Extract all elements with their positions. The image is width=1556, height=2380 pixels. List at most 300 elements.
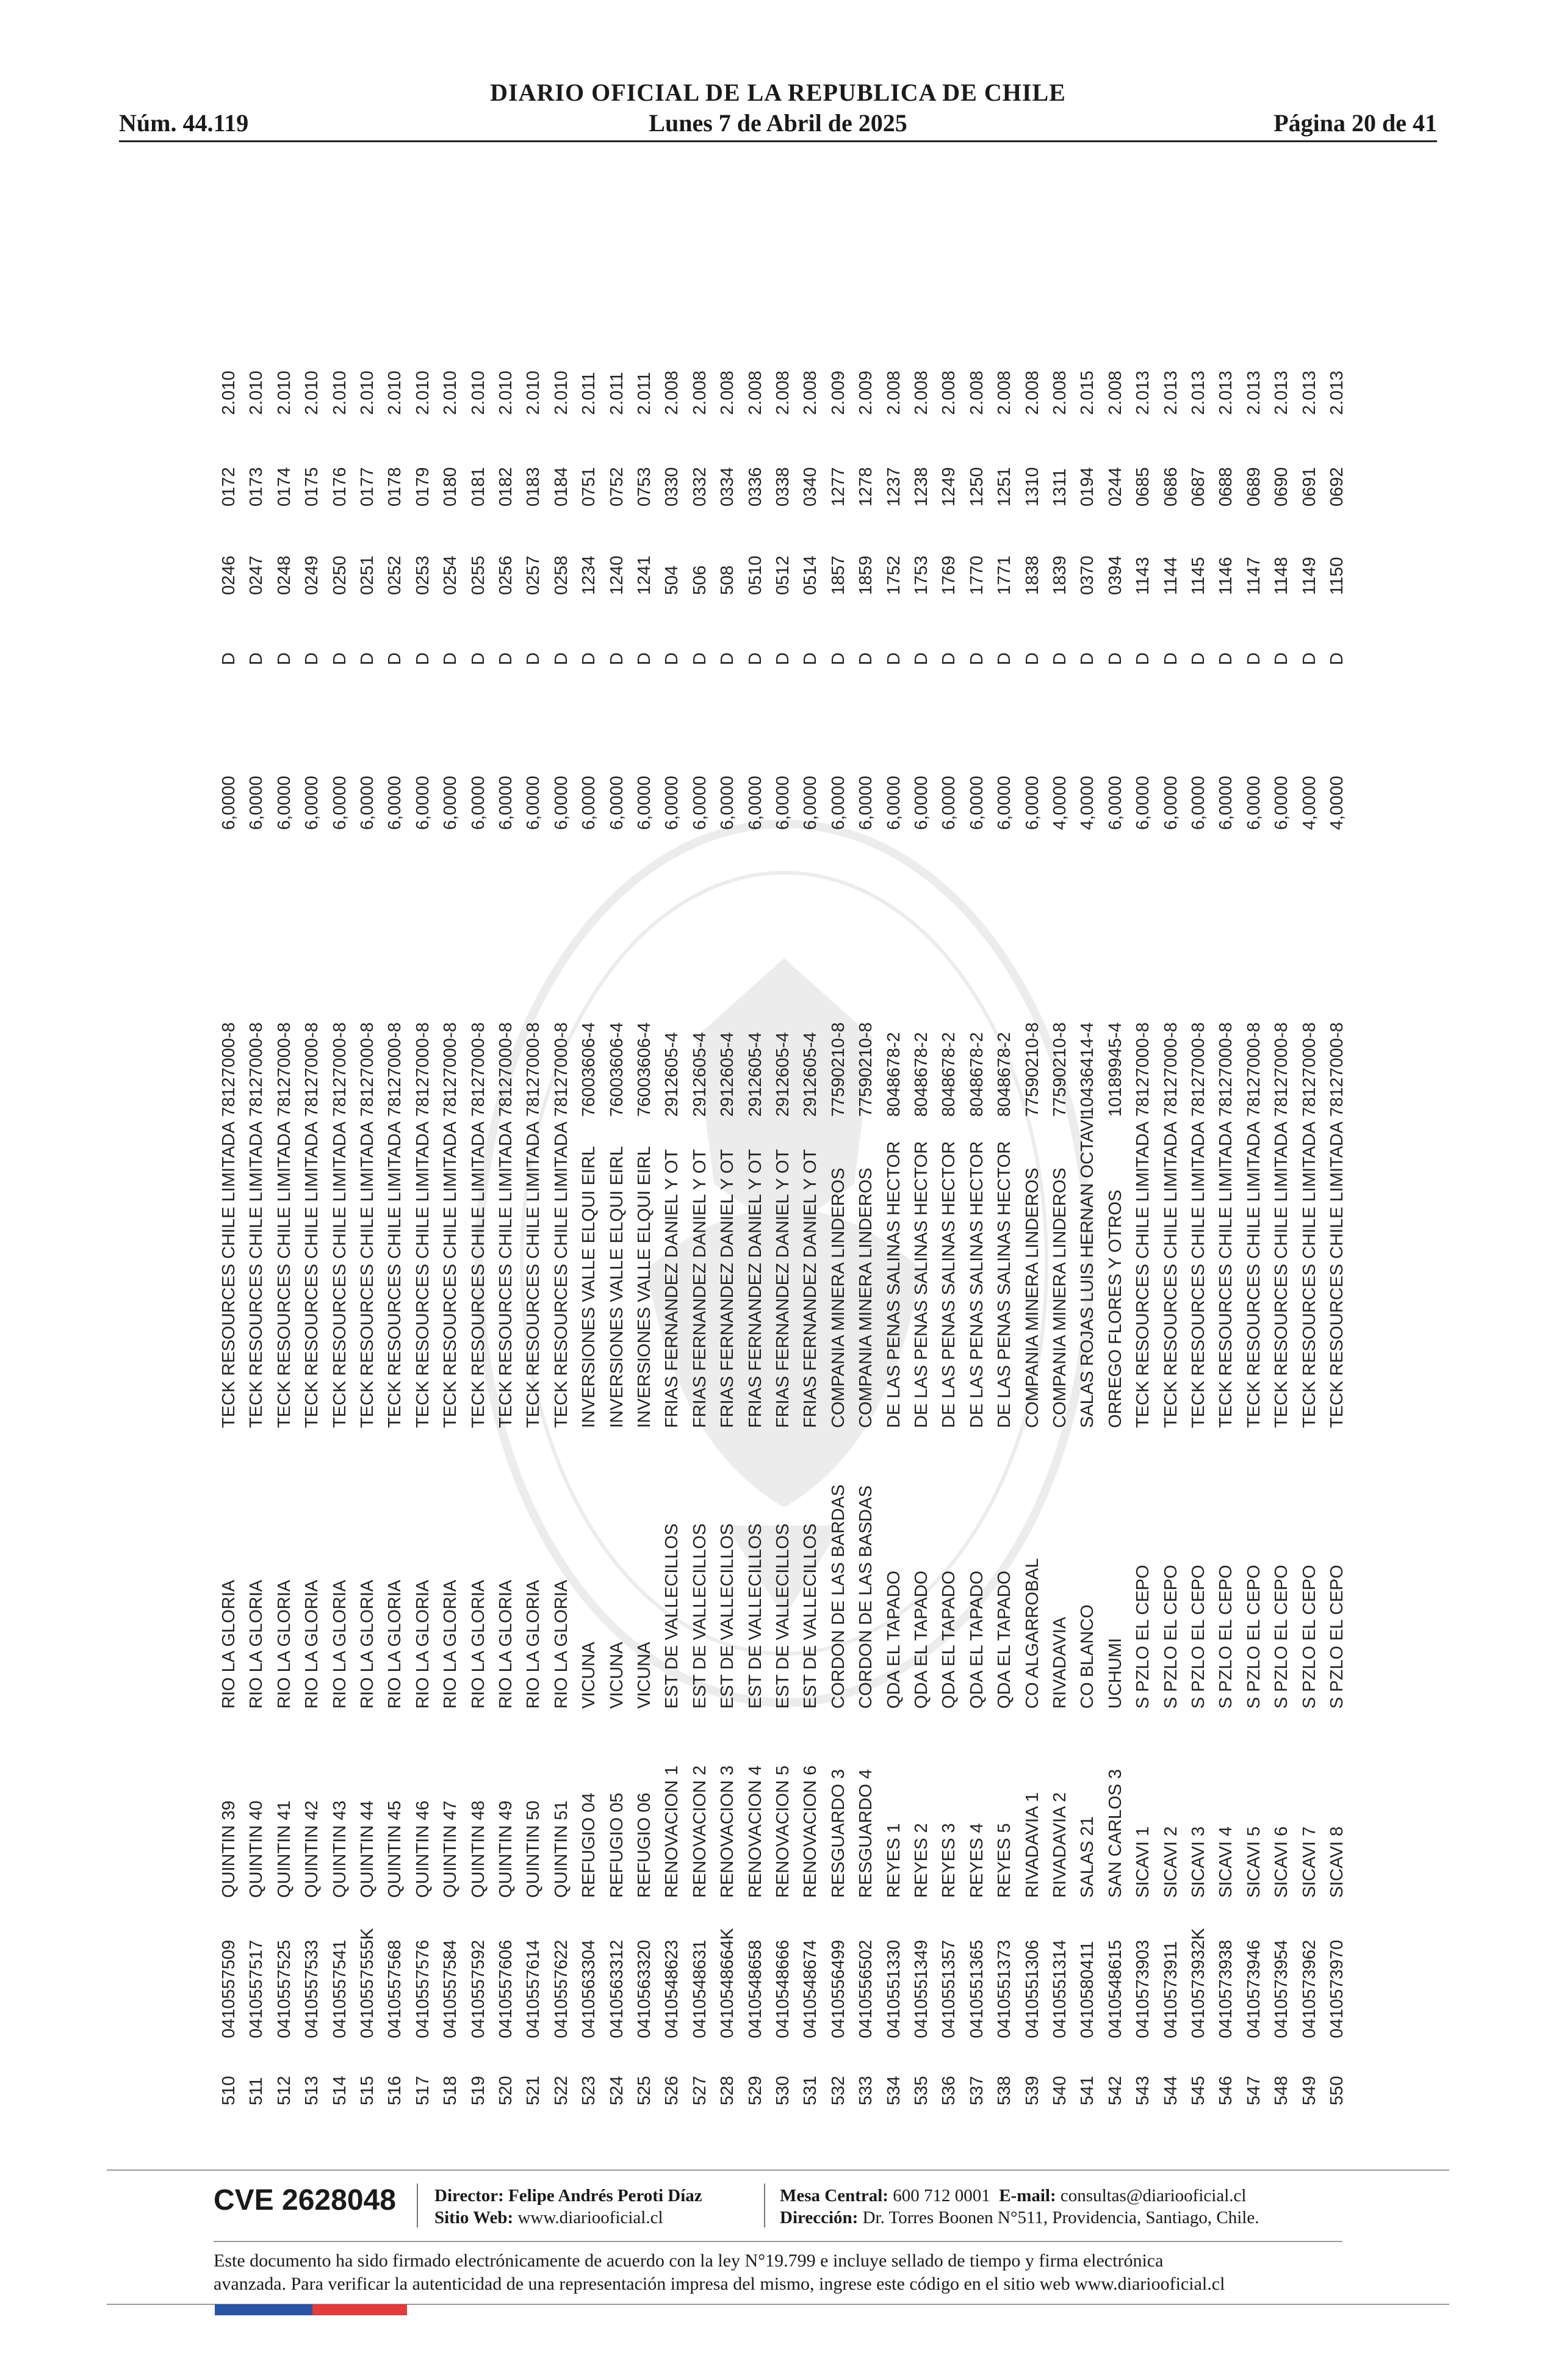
cell-number: 0177 [358,467,377,507]
table-row [465,192,492,2105]
cell-owner-name: FRIAS FERNANDEZ DANIEL Y OT [801,1149,821,1428]
cell-locality: QDA EL TAPADO [939,1570,959,1709]
cell-rol-code: 0410551373 [995,1939,1015,2038]
cell-owner-rut: 2912605-4 [662,1032,682,1117]
cell-rol-code: 0410563320 [635,1939,654,2038]
cell-owner-name: COMPANIA MINERA LINDEROS [1050,1167,1070,1428]
phone-label: Mesa Central: [780,2186,888,2205]
cell-hectares: 4,0000 [1327,776,1347,830]
cell-owner-rut: 2912605-4 [745,1032,765,1117]
cell-owner-name: TECK RESOURCES CHILE LIMITADA [524,1121,544,1428]
cell-locality: S PZLO EL CEPO [1161,1565,1181,1709]
cell-row-number: 517 [412,2075,433,2105]
cell-rol-code: 0410573903 [1133,1939,1153,2038]
cell-row-number: 523 [579,2075,599,2105]
cell-locality: RIO LA GLORIA [358,1579,377,1709]
cell-folio: 0514 [801,555,821,595]
cell-locality: QDA EL TAPADO [884,1570,904,1709]
cell-row-number: 510 [219,2075,239,2105]
cell-concession-name: SICAVI 5 [1244,1826,1264,1898]
cell-row-number: 527 [690,2075,710,2105]
cell-owner-rut: 78127000-8 [496,1022,516,1117]
cell-row-number: 530 [773,2075,793,2105]
cell-rol-code: 0410557509 [219,1939,239,2038]
cell-hectares: 6,0000 [524,776,544,830]
cell-owner-rut: 78127000-8 [1244,1022,1264,1117]
cell-hectares: 6,0000 [274,776,294,830]
table-row [686,192,714,2105]
cell-concession-name: SICAVI 7 [1299,1826,1319,1898]
cell-folio: 1241 [635,555,654,595]
cell-year: 2.013 [1299,370,1319,415]
cell-locality: QDA EL TAPADO [967,1570,987,1709]
cell-rol-code: 0410573970 [1327,1939,1347,2038]
cell-rol-code: 0410557568 [385,1939,405,2038]
cell-owner-rut: 78127000-8 [330,1022,350,1117]
cell-locality: S PZLO EL CEPO [1133,1565,1153,1709]
cell-type-code: D [967,652,987,665]
cell-rol-code: 0410548674 [801,1939,821,2038]
cell-owner-name: TECK RESOURCES CHILE LIMITADA [1299,1121,1319,1428]
cell-folio: 0255 [468,555,488,595]
cell-owner-name: TECK RESOURCES CHILE LIMITADA [330,1121,350,1428]
table-row [1241,192,1268,2105]
cell-folio: 0257 [524,555,544,595]
page-number: Página 20 de 41 [1273,109,1437,137]
cell-row-number: 524 [607,2075,627,2105]
issue-number: Núm. 44.119 [119,109,249,137]
cell-type-code: D [1189,652,1208,665]
cell-row-number: 538 [995,2075,1015,2105]
table-row [548,192,575,2105]
cell-rol-code: 0410573954 [1272,1939,1292,2038]
cell-year: 2.011 [635,372,654,415]
cell-number: 0174 [274,467,294,507]
cell-concession-name: QUINTIN 43 [330,1800,350,1898]
cell-row-number: 529 [745,2075,765,2105]
cell-rol-code: 0410557584 [441,1939,461,2038]
cell-owner-name: SALAS ROJAS LUIS HERNAN OCTAVI [1078,1115,1098,1428]
cell-locality: VICUNA [635,1642,654,1709]
address-text: Dr. Torres Boonen N°511, Providencia, Santiago, Chile. [862,2208,1259,2227]
cell-owner-rut: 8048678-2 [967,1032,987,1117]
cell-type-code: D [441,652,461,665]
cell-row-number: 539 [1022,2075,1042,2105]
cell-locality: EST DE VALLECILLOS [718,1523,738,1709]
cell-year: 2.010 [330,370,350,415]
cell-type-code: D [773,652,793,665]
cell-rol-code: 0410573938 [1216,1939,1236,2038]
cell-type-code: D [1327,652,1347,665]
cell-row-number: 515 [358,2075,377,2105]
cell-row-number: 513 [302,2075,322,2105]
cell-year: 2.010 [274,370,294,415]
cell-rol-code: 0410563312 [607,1939,627,2038]
cell-hectares: 6,0000 [551,776,571,830]
table-row [1268,192,1295,2105]
cell-year: 2.008 [967,370,987,415]
cell-rol-code: 0410551306 [1022,1939,1042,2038]
cell-owner-rut: 8048678-2 [912,1032,931,1117]
cell-owner-rut: 76003606-4 [579,1022,599,1117]
cell-concession-name: REYES 4 [967,1823,987,1898]
cell-hectares: 6,0000 [828,776,848,830]
cell-owner-rut: 78127000-8 [412,1022,433,1117]
table-row [797,192,824,2105]
cell-locality: VICUNA [607,1642,627,1709]
table-row [769,192,797,2105]
cell-type-code: D [1078,652,1098,665]
cell-type-code: D [1022,652,1042,665]
director-label: Director: [434,2186,504,2205]
cell-rol-code: 0410573962 [1299,1939,1319,2038]
cell-owner-rut: 77590210-8 [1022,1022,1042,1117]
cell-number: 0175 [302,467,322,507]
cell-year: 2.010 [247,370,267,415]
cell-locality: RIO LA GLORIA [496,1579,516,1709]
cell-row-number: 545 [1189,2075,1208,2105]
table-row [1296,192,1324,2105]
cell-year: 2.008 [912,370,931,415]
cell-row-number: 511 [247,2077,267,2105]
cell-locality: S PZLO EL CEPO [1189,1565,1208,1709]
table-row [437,192,464,2105]
cell-number: 1310 [1022,467,1042,507]
cell-owner-rut: 78127000-8 [1189,1022,1208,1117]
cell-concession-name: SALAS 21 [1078,1816,1098,1898]
cell-owner-rut: 78127000-8 [1161,1022,1181,1117]
cell-row-number: 544 [1161,2075,1181,2105]
cell-rol-code: 0410548615 [1105,1939,1125,2038]
table-row [742,192,769,2105]
cell-owner-name: TECK RESOURCES CHILE LIMITADA [1272,1121,1292,1428]
cell-number: 0179 [412,467,433,507]
table-row [1102,192,1129,2105]
cell-rol-code: 0410551349 [912,1939,931,2038]
cell-locality: S PZLO EL CEPO [1244,1565,1264,1709]
cell-row-number: 532 [828,2075,848,2105]
cell-rol-code: 0410557555K [358,1928,377,2038]
cell-row-number: 525 [635,2075,654,2105]
cell-rol-code: 0410551365 [967,1939,987,2038]
footer-separator [764,2183,765,2227]
cell-owner-rut: 78127000-8 [1216,1022,1236,1117]
cell-owner-name: COMPANIA MINERA LINDEROS [828,1167,848,1428]
cell-year: 2.010 [468,370,488,415]
cell-hectares: 6,0000 [468,776,488,830]
cell-rol-code: 0410573946 [1244,1939,1264,2038]
cell-rol-code: 0410556502 [856,1939,876,2038]
cell-concession-name: QUINTIN 42 [302,1800,322,1898]
cell-concession-name: QUINTIN 44 [358,1800,377,1898]
cell-folio: 1144 [1161,557,1181,595]
cell-locality: EST DE VALLECILLOS [662,1523,682,1709]
cell-type-code: D [1216,652,1236,665]
cell-type-code: D [939,652,959,665]
cell-year: 2.010 [302,370,322,415]
cell-row-number: 518 [441,2075,461,2105]
cell-row-number: 514 [330,2075,350,2105]
cell-number: 0336 [745,467,765,507]
table-row [935,192,963,2105]
cell-hectares: 6,0000 [690,776,710,830]
cell-year: 2.010 [358,370,377,415]
cell-concession-name: REFUGIO 04 [579,1792,599,1898]
concessions-table [211,192,1345,2105]
cell-year: 2.010 [524,370,544,415]
cell-owner-name: COMPANIA MINERA LINDEROS [856,1167,876,1428]
legal-line: avanzada. Para verificar la autenticidad de una representación impresa del mismo, ingrese este código en el sitio web www.diariooficial.cl [214,2274,1225,2294]
cell-number: 0686 [1161,467,1181,507]
cell-type-code: D [579,652,599,665]
cell-owner-rut: 78127000-8 [524,1022,544,1117]
cell-number: 0334 [718,467,738,507]
cell-concession-name: RIVADAVIA 2 [1050,1792,1070,1898]
cell-row-number: 520 [496,2075,516,2105]
cell-locality: EST DE VALLECILLOS [801,1523,821,1709]
table-row [852,192,880,2105]
cell-owner-rut: 77590210-8 [856,1022,876,1117]
cell-owner-rut: 2912605-4 [773,1032,793,1117]
cell-number: 0182 [496,467,516,507]
table-row [991,192,1018,2105]
cell-owner-rut: 8048678-2 [939,1032,959,1117]
cell-folio: 1753 [912,555,931,595]
cell-year: 2.010 [219,370,239,415]
cell-type-code: D [524,652,544,665]
cell-number: 0181 [468,467,488,507]
cell-hectares: 4,0000 [1078,776,1098,830]
cell-concession-name: REYES 2 [912,1823,931,1898]
cell-owner-rut: 78127000-8 [1299,1022,1319,1117]
cell-folio: 1146 [1216,557,1236,595]
cell-owner-name: TECK RESOURCES CHILE LIMITADA [1216,1121,1236,1428]
flag-stripe-blue [215,2304,312,2315]
cell-owner-name: DE LAS PENAS SALINAS HECTOR [939,1141,959,1428]
cell-hectares: 6,0000 [1244,776,1264,830]
cell-year: 2.008 [801,370,821,415]
footer-separator [417,2183,418,2227]
cell-owner-name: TECK RESOURCES CHILE LIMITADA [302,1121,322,1428]
cell-row-number: 534 [884,2075,904,2105]
table-row [603,192,631,2105]
cell-owner-rut: 10189945-4 [1105,1022,1125,1117]
cell-row-number: 531 [801,2075,821,2105]
cell-locality: EST DE VALLECILLOS [773,1523,793,1709]
cell-type-code: D [1299,652,1319,665]
cell-type-code: D [1161,652,1181,665]
cell-locality: CO BLANCO [1078,1604,1098,1709]
cell-type-code: D [801,652,821,665]
cell-owner-rut: 78127000-8 [441,1022,461,1117]
cell-hectares: 6,0000 [1105,776,1125,830]
cell-year: 2.010 [412,370,433,415]
cell-owner-rut: 76003606-4 [635,1022,654,1117]
legal-note [214,2249,1373,2296]
cell-owner-name: TECK RESOURCES CHILE LIMITADA [385,1121,405,1428]
table-row [381,192,409,2105]
cell-year: 2.010 [385,370,405,415]
cell-locality: RIO LA GLORIA [274,1579,294,1709]
cell-folio: 0253 [412,555,433,595]
cell-row-number: 535 [912,2075,931,2105]
table-row [575,192,603,2105]
cell-row-number: 521 [524,2075,544,2105]
cell-year: 2.009 [828,370,848,415]
cell-number: 1250 [967,467,987,507]
cell-owner-name: TECK RESOURCES CHILE LIMITADA [1133,1121,1153,1428]
cell-type-code: D [718,652,738,665]
cell-folio: 1770 [967,555,987,595]
cell-rol-code: 0410557622 [551,1939,571,2038]
cell-folio: 1769 [939,555,959,595]
cell-rol-code: 0410551357 [939,1939,959,2038]
cell-type-code: D [995,652,1015,665]
cell-hectares: 6,0000 [412,776,433,830]
cell-hectares: 6,0000 [330,776,350,830]
cell-locality: VICUNA [579,1642,599,1709]
cell-rol-code: 0410557592 [468,1939,488,2038]
cell-locality: RIVADAVIA [1050,1617,1070,1709]
cell-hectares: 6,0000 [496,776,516,830]
cell-row-number: 526 [662,2075,682,2105]
table-row [326,192,354,2105]
cell-year: 2.008 [1022,370,1042,415]
cell-year: 2.015 [1078,370,1098,415]
cell-owner-name: FRIAS FERNANDEZ DANIEL Y OT [690,1149,710,1428]
cell-rol-code: 0410557606 [496,1939,516,2038]
cell-concession-name: QUINTIN 50 [524,1800,544,1898]
cell-rol-code: 0410557541 [330,1939,350,2038]
cell-concession-name: RESGUARDO 3 [828,1769,848,1898]
cell-locality: RIO LA GLORIA [330,1579,350,1709]
cell-year: 2.011 [607,372,627,415]
cell-number: 0330 [662,467,682,507]
cell-hectares: 6,0000 [995,776,1015,830]
cell-year: 2.013 [1327,370,1347,415]
cell-row-number: 543 [1133,2075,1153,2105]
cell-folio: 0247 [247,555,267,595]
cell-type-code: D [1133,652,1153,665]
table-row [825,192,852,2105]
website-link[interactable]: www.diariooficial.cl [517,2208,663,2227]
cell-type-code: D [219,652,239,665]
cell-folio: 0250 [330,555,350,595]
cell-number: 0688 [1216,467,1236,507]
cell-concession-name: QUINTIN 40 [247,1800,267,1898]
cell-row-number: 522 [551,2075,571,2105]
table-row [631,192,658,2105]
cell-row-number: 528 [718,2075,738,2105]
email-link[interactable]: consultas@diariooficial.cl [1060,2186,1247,2205]
cell-concession-name: QUINTIN 48 [468,1800,488,1898]
cell-folio: 1857 [828,555,848,595]
cell-row-number: 549 [1299,2075,1319,2105]
cell-locality: RIO LA GLORIA [247,1579,267,1709]
cell-rol-code: 0410573932K [1189,1928,1208,2038]
cell-number: 0176 [330,467,350,507]
cell-rol-code: 0410557533 [302,1939,322,2038]
cell-concession-name: REYES 1 [884,1823,904,1898]
cell-number: 0183 [524,467,544,507]
cell-folio: 0370 [1078,555,1098,595]
cell-owner-rut: 77590210-8 [828,1022,848,1117]
cell-owner-rut: 10436414-4 [1078,1022,1098,1117]
cell-year: 2.008 [718,370,738,415]
table-row [1324,192,1351,2105]
cell-type-code: D [690,652,710,665]
website-label: Sitio Web: [434,2208,514,2227]
cell-hectares: 6,0000 [247,776,267,830]
cell-row-number: 512 [274,2075,294,2105]
cell-owner-name: TECK RESOURCES CHILE LIMITADA [496,1121,516,1428]
cell-locality: EST DE VALLECILLOS [690,1523,710,1709]
cell-number: 1249 [939,467,959,507]
cell-number: 0752 [607,467,627,507]
cell-number: 0753 [635,467,654,507]
phone-number: 600 712 0001 [893,2186,990,2205]
cell-locality: S PZLO EL CEPO [1327,1565,1347,1709]
table-row [492,192,520,2105]
cell-row-number: 519 [468,2075,488,2105]
cell-concession-name: RENOVACION 3 [718,1765,738,1898]
cell-year: 2.013 [1161,370,1181,415]
cell-owner-name: ORREGO FLORES Y OTROS [1105,1189,1125,1428]
table-row [520,192,547,2105]
cell-owner-name: DE LAS PENAS SALINAS HECTOR [884,1141,904,1428]
cell-number: 0184 [551,467,571,507]
cell-type-code: D [635,652,654,665]
cell-rol-code: 0410556499 [828,1939,848,2038]
cell-rol-code: 0410573911 [1161,1941,1181,2038]
cell-type-code: D [662,652,682,665]
cell-locality: RIO LA GLORIA [551,1579,571,1709]
cell-folio: 504 [662,565,682,595]
cell-owner-rut: 78127000-8 [551,1022,571,1117]
table-row [409,192,437,2105]
cell-owner-name: COMPANIA MINERA LINDEROS [1022,1167,1042,1428]
cell-owner-rut: 78127000-8 [468,1022,488,1117]
director-block [434,2185,702,2229]
cell-owner-name: TECK RESOURCES CHILE LIMITADA [441,1121,461,1428]
cell-concession-name: REYES 5 [995,1823,1015,1898]
cell-concession-name: RENOVACION 4 [745,1765,765,1898]
cell-hectares: 6,0000 [302,776,322,830]
cell-hectares: 6,0000 [1272,776,1292,830]
issue-date: Lunes 7 de Abril de 2025 [649,109,907,137]
cell-type-code: D [247,652,267,665]
cell-owner-rut: 77590210-8 [1050,1022,1070,1117]
cell-owner-name: FRIAS FERNANDEZ DANIEL Y OT [662,1149,682,1428]
cell-number: 1251 [995,467,1015,507]
cell-locality: RIO LA GLORIA [468,1579,488,1709]
cell-owner-rut: 78127000-8 [358,1022,377,1117]
cell-owner-rut: 78127000-8 [247,1022,267,1117]
cell-hectares: 4,0000 [1050,776,1070,830]
cell-folio: 0252 [385,555,405,595]
cell-locality: EST DE VALLECILLOS [745,1523,765,1709]
cell-rol-code: 0410557517 [247,1939,267,2038]
cell-owner-name: FRIAS FERNANDEZ DANIEL Y OT [773,1149,793,1428]
cell-number: 0689 [1244,467,1264,507]
contact-block [780,2185,1259,2229]
cell-hectares: 4,0000 [1299,776,1319,830]
cell-rol-code: 0410548658 [745,1939,765,2038]
cell-locality: RIO LA GLORIA [302,1579,322,1709]
cell-locality: S PZLO EL CEPO [1216,1565,1236,1709]
cell-rol-code: 0410548623 [662,1939,682,2038]
cell-concession-name: SICAVI 8 [1327,1826,1347,1898]
